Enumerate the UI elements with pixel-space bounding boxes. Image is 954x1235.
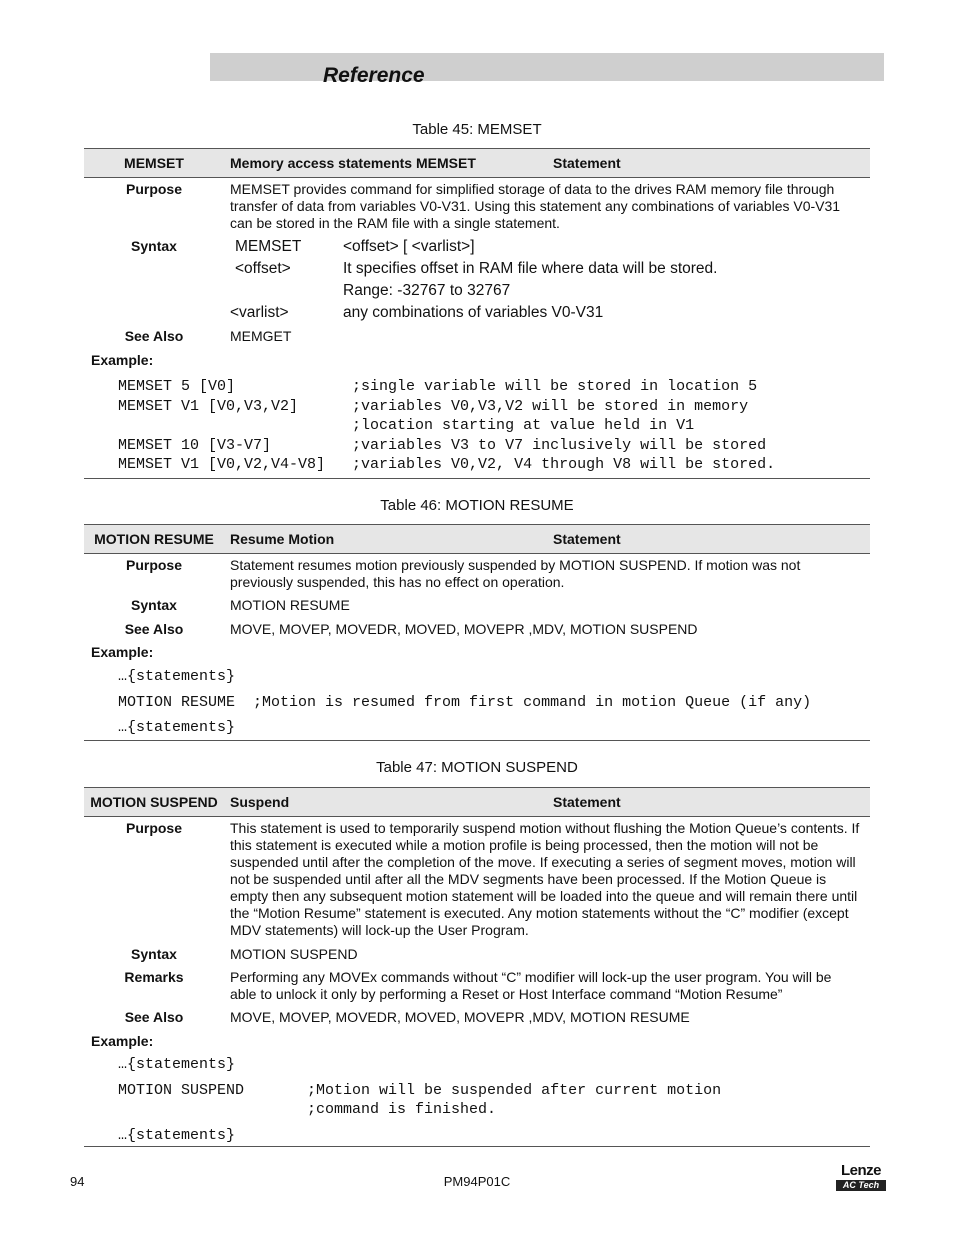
- document-id: PM94P01C: [443, 1174, 511, 1189]
- table-45: [84, 148, 870, 479]
- code-line: ;command is finished.: [118, 1101, 497, 1118]
- syntax-label: Syntax: [131, 597, 177, 613]
- code-line: MOTION RESUME ;Motion is resumed from first command in motion Queue (if any): [118, 693, 812, 711]
- code-line: …{statements}: [118, 719, 236, 736]
- see-also-label: See Also: [124, 621, 184, 637]
- param-name: <varlist>: [230, 304, 289, 321]
- param-desc: any combinations of variables V0-V31: [343, 304, 604, 321]
- example-label: Example:: [91, 352, 154, 368]
- purpose-text: This statement is used to temporarily suspend motion without flushing the Motion Queue’s contents. If this statement is executed while a motion profile is being processed, then the motion will not be suspended until after the completion of the move. If executing a series of segment moves, motion will not be suspended until after all the MDV segments have been processed. If the Motion Queue is empty then any subsequent motion statement will be loaded into the queue and will remain there until the “Motion Resume” statement is executed. Any motion statements without the “C” modifier (except MDV statements) will lock-up the User Program.: [230, 820, 860, 938]
- table-46: [84, 524, 870, 741]
- logo-subbrand: AC Tech: [836, 1180, 886, 1191]
- remarks-row: [84, 969, 870, 1003]
- header-description: Resume Motion: [230, 531, 335, 547]
- table-47: [84, 787, 870, 1147]
- param-desc: It specifies offset in RAM file where data will be stored.: [343, 260, 718, 277]
- page-number: 94: [70, 1174, 85, 1189]
- header-description: Memory access statements MEMSET: [230, 155, 476, 171]
- purpose-text: Statement resumes motion previously suspended by MOTION SUSPEND. If motion was not previously suspended, this has no effect on operation.: [230, 557, 801, 590]
- remarks-label: Remarks: [124, 969, 184, 985]
- purpose-row: [84, 820, 870, 939]
- syntax-line: [230, 260, 870, 282]
- purpose-label: Purpose: [125, 557, 182, 573]
- example-label: Example:: [91, 644, 154, 660]
- purpose-row: [84, 557, 870, 591]
- brand-logo: [836, 1163, 886, 1191]
- syntax-block: [230, 238, 870, 326]
- syntax-line: [230, 238, 870, 260]
- syntax-keyword: MEMSET: [235, 238, 302, 255]
- see-also-text: MOVE, MOVEP, MOVEDR, MOVED, MOVEPR ,MDV, MOTION SUSPEND: [230, 621, 698, 637]
- table-46-header: [84, 525, 870, 554]
- see-also-row: [84, 1009, 870, 1026]
- see-also-text: MEMGET: [230, 328, 292, 344]
- code-line: MEMSET 5 [V0] ;single variable will be stored in location 5: [118, 378, 758, 395]
- code-block: [84, 667, 870, 738]
- syntax-row: [84, 946, 870, 963]
- header-bar: [210, 53, 884, 81]
- see-also-text: MOVE, MOVEP, MOVEDR, MOVED, MOVEPR ,MDV, MOTION RESUME: [230, 1009, 690, 1025]
- table-47-header: [84, 788, 870, 817]
- syntax-row: [84, 238, 870, 326]
- code-line: MEMSET V1 [V0,V2,V4-V8] ;variables V0,V2, V4 through V8 will be stored.: [118, 456, 776, 473]
- purpose-label: Purpose: [125, 181, 182, 197]
- logo-wordmark: Lenze: [840, 1162, 881, 1179]
- syntax-line: [230, 282, 870, 304]
- code-block: [84, 1055, 870, 1145]
- code-line: MEMSET 10 [V3-V7] ;variables V3 to V7 inclusively will be stored: [118, 436, 767, 454]
- see-also-row: [84, 328, 870, 345]
- code-line: …{statements}: [118, 1126, 236, 1144]
- table-46-caption: Table 46: MOTION RESUME: [380, 497, 574, 514]
- see-also-label: See Also: [124, 1009, 184, 1025]
- header-type: Statement: [553, 531, 621, 547]
- code-line: MOTION SUSPEND ;Motion will be suspended after current motion: [118, 1081, 722, 1099]
- table-45-header: [84, 149, 870, 178]
- syntax-args: <offset> [ <varlist>]: [343, 238, 475, 255]
- header-type: Statement: [553, 794, 621, 810]
- header-command: MEMSET: [124, 155, 184, 171]
- syntax-text: MOTION SUSPEND: [230, 946, 358, 962]
- code-line: …{statements}: [118, 1056, 236, 1073]
- syntax-text: MOTION RESUME: [230, 597, 350, 613]
- syntax-row: [84, 597, 870, 614]
- purpose-text: MEMSET provides command for simplified storage of data to the drives RAM memory file through transfer of data from variables V0-V31. Using this statement any combinations of variables V0-V31 can be stored in the RAM file with a single statement.: [230, 181, 841, 231]
- header-type: Statement: [553, 155, 621, 171]
- param-name: <offset>: [235, 260, 291, 277]
- section-title: Reference: [323, 64, 425, 87]
- example-label: Example:: [91, 1033, 154, 1049]
- header-description: Suspend: [230, 794, 290, 810]
- code-block: [84, 377, 870, 475]
- syntax-label: Syntax: [131, 946, 177, 962]
- purpose-label: Purpose: [125, 820, 182, 836]
- table-47-caption: Table 47: MOTION SUSPEND: [376, 759, 578, 776]
- code-line: MEMSET V1 [V0,V3,V2] ;variables V0,V3,V2 will be stored in memory: [118, 397, 749, 415]
- header-command: MOTION RESUME: [94, 531, 214, 547]
- remarks-text: Performing any MOVEx commands without “C” modifier will lock-up the user program. You will be able to unlock it only by performing a Reset or Host Interface command “Motion Resume”: [230, 969, 832, 1002]
- syntax-label: Syntax: [131, 238, 177, 254]
- see-also-row: [84, 621, 870, 638]
- param-range: Range: -32767 to 32767: [343, 282, 511, 299]
- code-line: ;location starting at value held in V1: [118, 417, 695, 434]
- purpose-row: [84, 181, 870, 232]
- header-command: MOTION SUSPEND: [90, 794, 218, 810]
- code-line: …{statements}: [118, 668, 236, 685]
- syntax-line: [230, 304, 870, 326]
- table-45-caption: Table 45: MEMSET: [412, 121, 542, 138]
- see-also-label: See Also: [124, 328, 184, 344]
